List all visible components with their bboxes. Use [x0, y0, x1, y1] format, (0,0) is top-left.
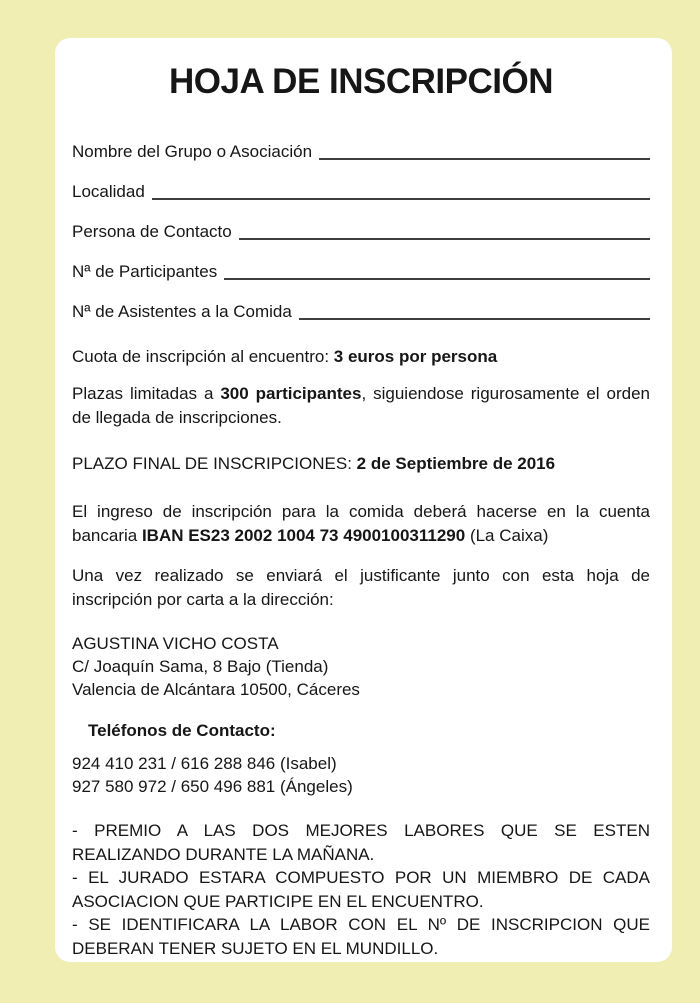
blank-line-group-name [319, 158, 650, 160]
field-label-group-name: Nombre del Grupo o Asociación [72, 142, 313, 161]
rule-jury: - EL JURADO ESTARA COMPUESTO POR UN MIEMBRO DE CADA ASOCIACION QUE PARTICIPE EN EL ENCUENTRO. [72, 868, 650, 911]
phone-line-isabel: 924 410 231 / 616 288 846 (Isabel) [72, 754, 337, 773]
field-contact-person [72, 220, 650, 243]
capacity-pre: Plazas limitadas a [72, 384, 221, 403]
page-title: HOJA DE INSCRIPCIÓN [169, 62, 553, 101]
rule-prize: - PREMIO A LAS DOS MEJORES LABORES QUE SE ESTEN REALIZANDO DURANTE LA MAÑANA. [72, 821, 650, 864]
field-label-locality: Localidad [72, 182, 145, 201]
deadline-line [72, 452, 650, 475]
field-label-contact-person: Persona de Contacto [72, 222, 232, 241]
field-group-name [72, 140, 650, 163]
inscription-sheet [55, 38, 672, 962]
address-name: AGUSTINA VICHO COSTA [72, 634, 279, 653]
fee-prefix: Cuota de inscripción al encuentro: [72, 347, 334, 366]
send-note-paragraph: Una vez realizado se enviará el justificante junto con esta hoja de inscripción por carta a la dirección: [72, 566, 650, 609]
mailing-address [72, 632, 650, 701]
blank-line-locality [152, 198, 650, 200]
fee-amount: 3 euros por persona [333, 347, 498, 366]
capacity-paragraph [72, 382, 650, 429]
address-street: C/ Joaquín Sama, 8 Bajo (Tienda) [72, 657, 329, 676]
address-city: Valencia de Alcántara 10500, Cáceres [72, 680, 360, 699]
deadline-date: 2 de Septiembre de 2016 [356, 454, 556, 473]
field-label-meal-attendees: Nª de Asistentes a la Comida [72, 302, 292, 321]
field-label-participants: Nª de Participantes [72, 262, 218, 281]
phone-numbers [72, 752, 650, 798]
blank-line-contact-person [239, 238, 650, 240]
fee-line [72, 345, 650, 368]
form-fields [72, 140, 650, 323]
payment-pre: El ingreso de inscripción para la comida deberá hacerse en la cuenta bancaria [72, 502, 650, 545]
payment-iban: IBAN ES23 2002 1004 73 4900100311290 [141, 525, 466, 545]
blank-line-participants [224, 278, 650, 280]
field-meal-attendees [72, 300, 650, 323]
phones-heading: Teléfonos de Contacto: [88, 721, 276, 740]
rule-identification: - SE IDENTIFICARA LA LABOR CON EL Nº DE INSCRIPCION QUE DEBERAN TENER SUJETO EN EL MUNDILLO. [72, 915, 650, 958]
payment-paragraph [72, 500, 650, 547]
capacity-limit: 300 participantes [220, 384, 362, 403]
field-locality [72, 180, 650, 203]
blank-line-meal-attendees [299, 318, 650, 320]
phone-line-angeles: 927 580 972 / 650 496 881 (Ángeles) [72, 777, 353, 796]
field-participants [72, 260, 650, 283]
rules-section [72, 819, 650, 960]
payment-post: (La Caixa) [465, 525, 549, 545]
deadline-prefix: PLAZO FINAL DE INSCRIPCIONES: [72, 454, 357, 473]
capacity-post: , siguiendose rigurosamente el orden de llegada de inscripciones. [72, 384, 650, 427]
